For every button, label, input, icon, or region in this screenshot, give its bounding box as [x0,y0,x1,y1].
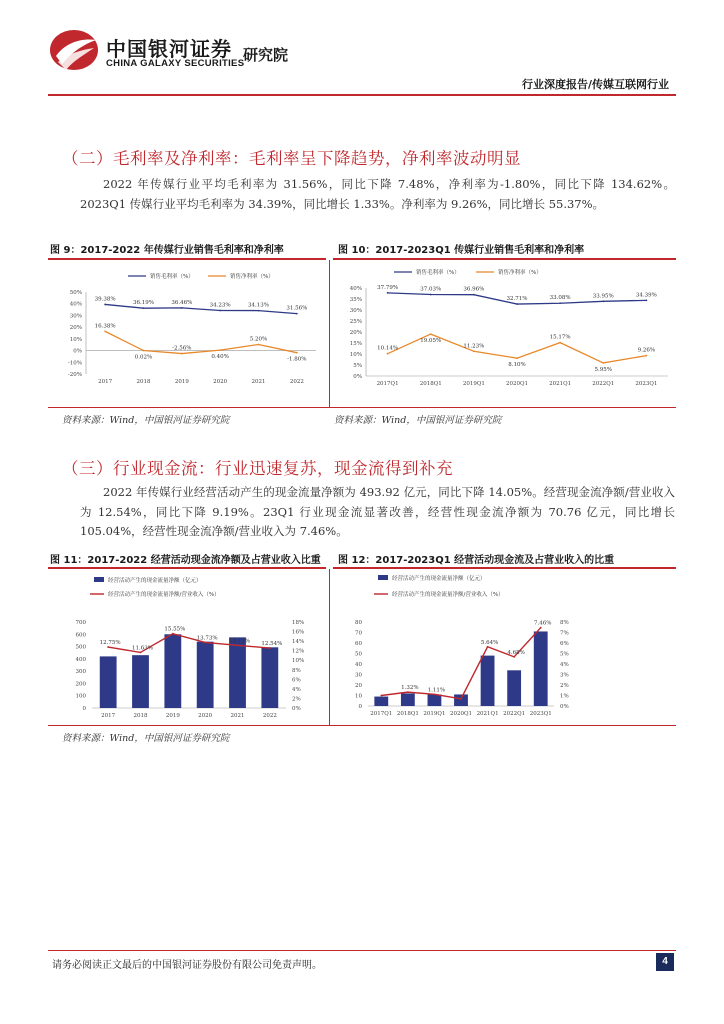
cashflow-bar [374,697,388,706]
y-tick-label: 30% [69,313,82,320]
data-label: 37.03% [420,286,442,293]
y-left-tick-label: 70 [355,630,362,637]
data-label: 13.13% [229,638,250,645]
data-label: 4.68% [507,649,525,656]
data-label: 36.46% [171,299,193,306]
y-right-tick-label: 4% [560,662,569,668]
figure-12-title: 图 12：2017-2023Q1 经营活动现金流及占营业收入的比重 [338,555,615,566]
header-divider [48,94,676,96]
data-point [473,350,475,352]
y-tick-label: -10% [67,360,82,367]
y-right-tick-label: 6% [292,677,301,684]
x-tick-label: 2017 [98,379,113,385]
data-label: 31.56% [286,305,308,312]
cashflow-bar [428,694,442,706]
x-tick-label: 2020 [213,379,228,385]
figure-9-bottom-rule [48,407,676,408]
y-right-tick-label: 1% [560,693,569,700]
y-tick-label: 30% [349,308,362,314]
data-point [516,357,518,359]
x-tick-label: 2018Q1 [419,381,442,387]
data-point [407,691,409,693]
galaxy-logo-icon [48,26,100,74]
x-tick-label: 2023Q1 [635,381,658,387]
figure-11-title: 图 11：2017-2022 经营活动现金流净额及占营业收入比重 [50,555,321,566]
data-point [430,294,432,296]
y-tick-label: 15% [349,341,362,347]
data-point [380,695,382,697]
data-point [296,352,298,354]
legend-label: 经营活动产生的现金流量净额/营业收入（%） [392,592,504,598]
figure-divider-top [329,260,330,408]
legend-swatch-bar [94,577,104,582]
data-point [473,294,475,296]
y-right-tick-label: 5% [560,651,569,658]
cashflow-bar [507,670,521,706]
y-right-tick-label: 2% [292,696,301,703]
y-tick-label: 25% [349,319,362,325]
data-point [487,646,489,648]
legend-label: 经营活动产生的现金流量净额（亿元） [108,578,202,584]
y-right-tick-label: 12% [292,648,305,655]
legend-swatch-bar [378,575,388,580]
y-tick-label: 20% [69,325,82,332]
brand-name-en: CHINA GALAXY SECURITIES [106,58,245,69]
x-tick-label: 2019 [165,713,180,719]
data-point [540,627,542,629]
data-point [181,307,183,309]
data-label: 34.13% [248,302,269,309]
data-label: 13.73% [196,635,218,642]
x-tick-label: 2017Q1 [370,711,393,717]
y-right-tick-label: 0% [560,704,569,710]
data-label: 5.64% [480,639,499,646]
footer-divider [48,950,676,951]
y-right-tick-label: 0% [292,706,301,712]
figure-11-source: 资料来源：Wind，中国银河证券研究院 [62,733,230,744]
cashflow-bar [197,642,214,708]
data-point [296,313,298,315]
cashflow-bar [229,637,246,708]
x-tick-label: 2022Q1 [592,381,615,387]
data-label: 34.39% [635,292,657,299]
data-point [258,344,260,346]
section-paragraph-margins: 2022 年传媒行业平均毛利率为 31.56%，同比下降 7.48%，净利率为-1.80%，同比下降 134.62%。2023Q1 传媒行业平均毛利率为 34.39%，同比增长 1.33%。净利率为 9.26%，同比增长 55.37%。 [80,177,675,211]
y-left-tick-label: 100 [75,693,86,700]
data-label: 11.63% [132,645,153,652]
y-right-tick-label: 6% [560,641,569,647]
data-label: 16.38% [94,323,116,330]
data-label: 36.19% [133,300,154,307]
page-number: 4 [656,953,674,971]
data-label: 5.20% [249,336,268,343]
y-tick-label: 40% [69,301,82,308]
y-left-tick-label: 200 [75,681,86,688]
data-point [219,310,221,312]
x-tick-label: 2018Q1 [396,711,419,717]
data-point [140,652,142,654]
data-label: 7.46% [533,620,552,627]
data-point [559,342,561,344]
y-tick-label: 0% [73,348,82,355]
data-point [104,304,106,306]
legend-label: 销售毛利率（%） [416,270,460,276]
data-point [602,300,604,302]
x-tick-label: 2022 [289,379,304,385]
y-tick-label: 35% [349,297,362,303]
x-tick-label: 2022 [262,713,277,719]
data-point [460,698,462,700]
x-tick-label: 2021 [251,379,266,385]
data-point [258,310,260,312]
data-point [269,647,271,649]
x-tick-label: 2019 [174,379,189,385]
x-tick-label: 2017Q1 [376,381,399,387]
y-left-tick-label: 80 [355,620,362,626]
cashflow-bar [534,631,548,706]
data-label: 37.79% [377,284,399,291]
data-label: 12.54% [261,641,283,648]
x-tick-label: 2017 [101,713,116,719]
data-label: -1.80% [287,356,307,363]
y-tick-label: 5% [353,363,362,369]
y-right-tick-label: 8% [292,667,301,674]
data-point [646,299,648,301]
chart-fig10 [334,262,676,394]
section-title-cashflow: （三）行业现金流：行业迅速复苏，现金流得到补充 [62,459,453,478]
cashflow-bar [454,694,468,706]
data-label: 15.55% [164,626,186,633]
data-label: 10.14% [377,345,399,352]
chart-fig9 [48,262,326,394]
chart-fig12 [334,570,676,722]
brand-name-cn: 中国银河证券 [106,37,232,61]
data-label: 34.23% [209,302,231,309]
x-tick-label: 2020Q1 [505,381,529,387]
x-tick-label: 2020 [198,713,213,719]
y-tick-label: 10% [69,336,82,343]
data-point [602,362,604,364]
figure-9-title: 图 9：2017-2022 年传媒行业销售毛利率和净利率 [50,245,284,256]
y-right-tick-label: 8% [560,620,569,626]
x-tick-label: 2019Q1 [462,381,485,387]
data-point [387,353,389,355]
x-tick-label: 2023Q1 [529,711,552,717]
y-left-tick-label: 20 [355,683,362,689]
institute-name: 研究院 [243,46,289,64]
data-label: 1.32% [401,685,419,692]
y-tick-label: 20% [349,330,362,336]
x-tick-label: 2021Q1 [476,711,499,717]
figure-9-rule [48,258,326,260]
data-label: 15.17% [549,334,571,341]
figure-10-title: 图 10：2017-2023Q1 传媒行业销售毛利率和净利率 [338,245,585,256]
legend-label: 销售净利率（%） [230,274,274,280]
y-right-tick-label: 3% [560,672,569,679]
y-right-tick-label: 10% [292,658,305,665]
data-point [646,355,648,357]
section-title-margins: （二）毛利率及净利率：毛利率呈下降趋势，净利率波动明显 [62,149,521,168]
y-left-tick-label: 50 [355,651,362,658]
legend-label: 销售毛利率（%） [150,274,194,280]
y-tick-label: 10% [349,352,362,358]
y-left-tick-label: 0 [82,706,86,712]
y-right-tick-label: 7% [560,630,569,637]
y-right-tick-label: 18% [292,620,305,626]
figure-11-rule [48,567,326,569]
cashflow-bar [401,693,415,706]
data-label: 5.95% [594,366,613,373]
data-label: 33.08% [549,295,571,302]
y-tick-label: 0% [353,374,362,380]
y-left-tick-label: 300 [75,669,86,676]
y-left-tick-label: 40 [355,662,362,668]
data-point [143,307,145,309]
data-point [143,350,145,352]
data-point [387,292,389,294]
y-left-tick-label: 30 [355,672,362,679]
data-label: 32.71% [506,296,528,303]
y-left-tick-label: 500 [75,644,86,651]
figure-10-source: 资料来源：Wind，中国银河证券研究院 [334,415,502,426]
data-label: 9.26% [637,347,656,354]
data-point [430,333,432,335]
cashflow-bar [261,647,278,708]
y-left-tick-label: 60 [355,641,362,647]
data-label: 36.96% [463,286,485,293]
y-left-tick-label: 0 [358,704,362,710]
data-point [204,642,206,644]
y-right-tick-label: 14% [292,639,305,646]
x-tick-label: 2022Q1 [503,711,526,717]
section-paragraph-cashflow: 2022 年传媒行业经营活动产生的现金流量净额为 493.92 亿元，同比下降 14.05%。经营现金流净额/营业收入为 12.54%，同比下降 9.19%。23Q1 行业现金流显著改善，经营性现金流净额为 70.76 亿元，同比增长 105.04%，经营性现金流净额/营业收入为 7.46%。 [80,485,675,538]
data-point [104,330,106,332]
data-label: 1.11% [427,687,446,694]
series-line-net-margin [105,331,297,353]
data-label: 39.38% [94,296,116,303]
x-tick-label: 2018 [133,713,148,719]
y-left-tick-label: 700 [75,620,86,626]
y-tick-label: 50% [69,290,82,296]
data-label: 19.05% [420,338,442,345]
data-point [181,353,183,355]
cashflow-bar [164,634,181,708]
y-right-tick-label: 2% [560,683,569,689]
data-label: 0.02% [134,354,153,361]
y-right-tick-label: 4% [292,686,301,693]
data-point [237,644,239,646]
data-point [559,302,561,304]
y-left-tick-label: 400 [75,656,86,663]
cashflow-bar [132,655,149,708]
data-label: 11.23% [463,343,485,350]
x-tick-label: 2020Q1 [449,711,473,717]
figure-11-bottom-rule [48,725,676,726]
x-tick-label: 2021 [230,713,245,719]
data-label: 33.95% [592,293,614,300]
report-type: 行业深度报告/传媒互联网行业 [522,78,670,91]
legend-label: 经营活动产生的现金流量净额（亿元） [392,576,486,582]
data-label: 8.10% [508,362,526,369]
cashflow-bar [481,656,495,706]
figure-divider-bottom [329,569,330,725]
legend-label: 经营活动产生的现金流量净额/营业收入（%） [108,592,220,598]
data-point [434,693,436,695]
data-point [513,656,515,658]
chart-fig11 [48,570,326,722]
data-label: -2.56% [172,345,192,352]
footer-disclaimer: 请务必阅读正文最后的中国银河证券股份有限公司免责声明。 [52,960,322,971]
x-tick-label: 2018 [136,379,151,385]
data-point [172,633,174,635]
x-tick-label: 2019Q1 [423,711,446,717]
figure-12-rule [333,567,676,569]
data-point [516,303,518,305]
figure-10-rule [333,258,676,260]
data-point [219,349,221,351]
y-left-tick-label: 600 [75,632,86,639]
x-tick-label: 2021Q1 [549,381,572,387]
figure-9-source: 资料来源：Wind，中国银河证券研究院 [62,415,230,426]
data-label: 12.75% [99,640,121,647]
data-point [107,646,109,648]
legend-label: 销售净利率（%） [498,270,542,276]
y-tick-label: -20% [67,372,82,378]
cashflow-bar [100,656,117,708]
data-label: 0.40% [211,354,229,361]
y-left-tick-label: 10 [355,693,362,700]
y-right-tick-label: 16% [292,629,305,636]
y-tick-label: 40% [349,286,362,292]
